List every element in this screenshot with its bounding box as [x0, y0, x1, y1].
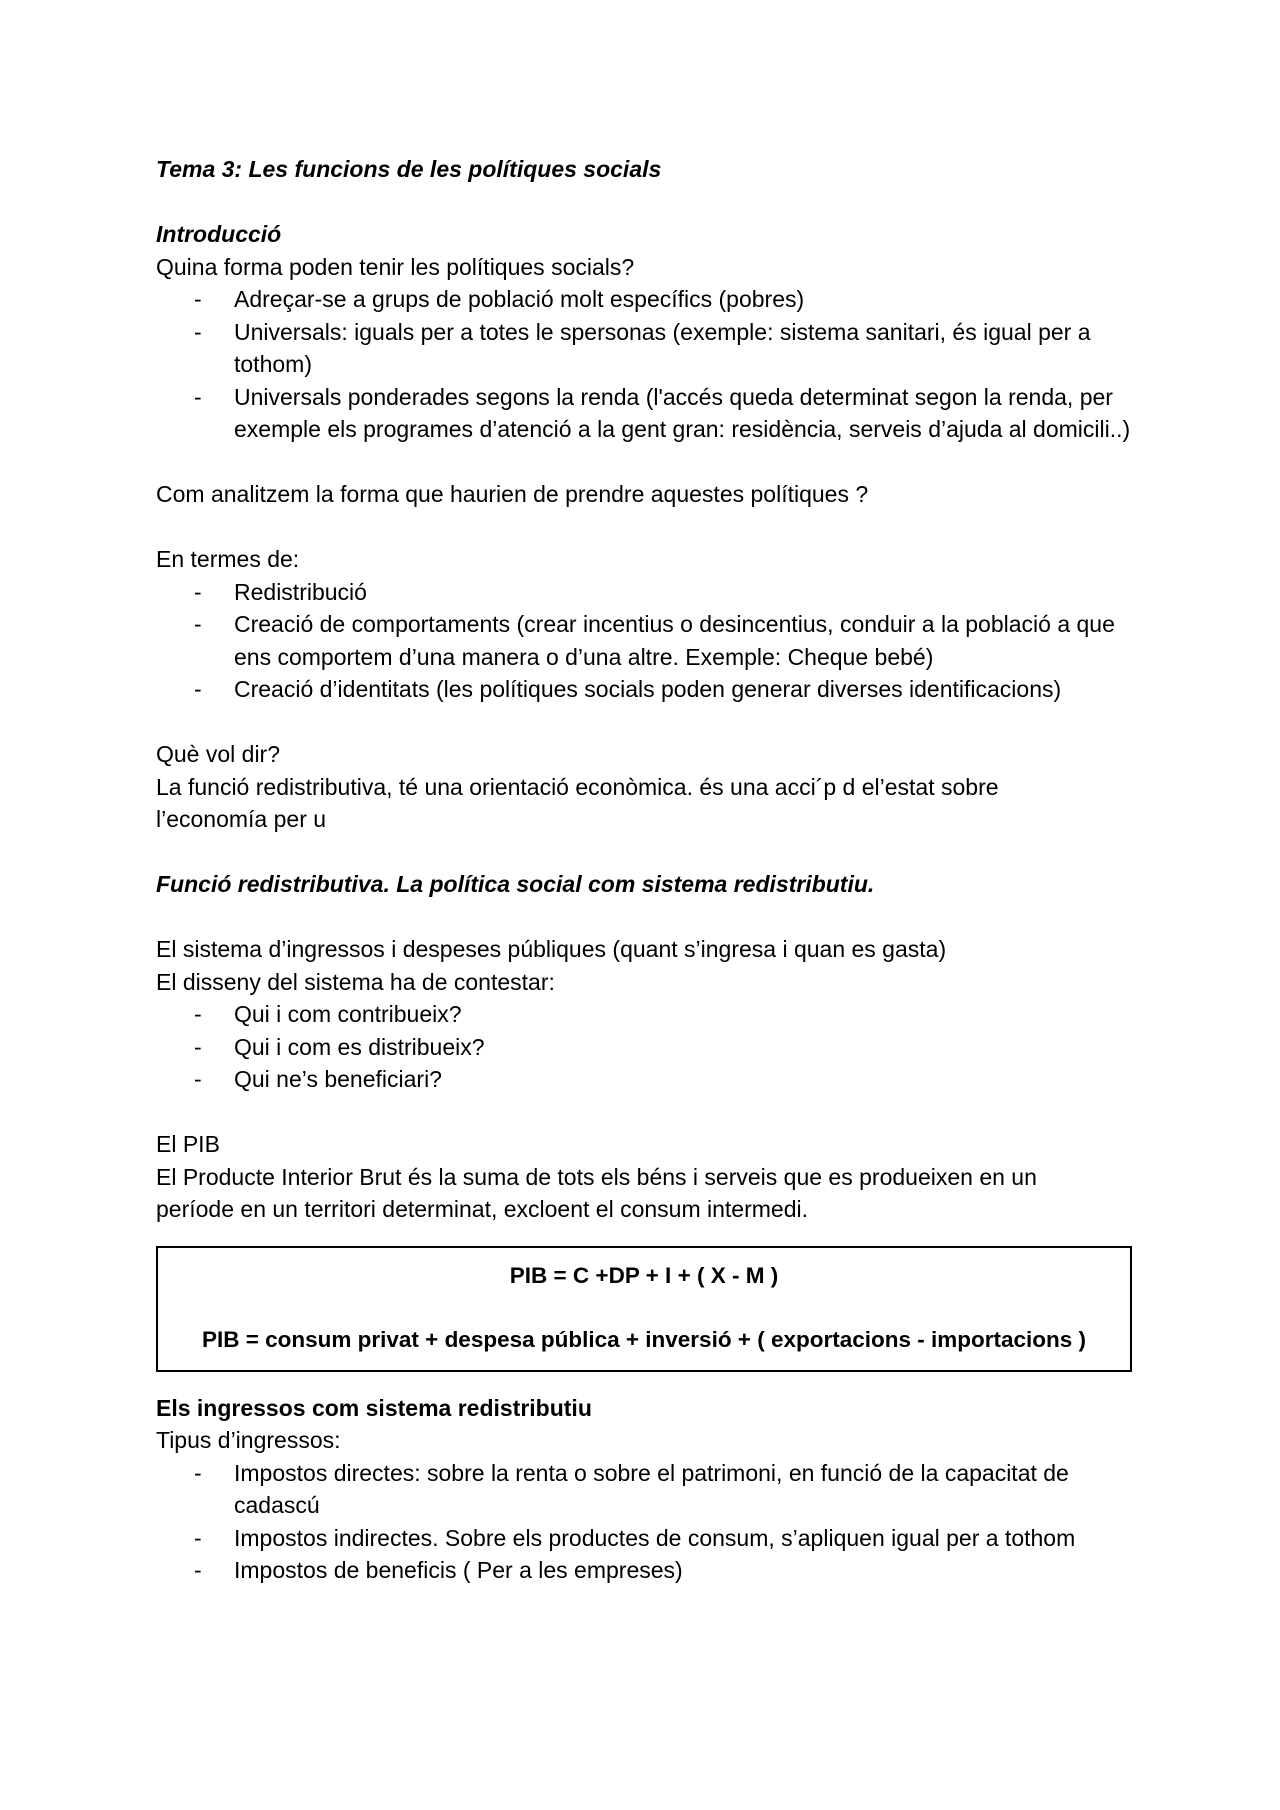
formula-short: PIB = C +DP + I + ( X - M ) [509, 1262, 779, 1288]
list-item [156, 1457, 1136, 1522]
document-page [156, 153, 1136, 1587]
redistributive-line-2: El disseny del sistema ha de contestar: [156, 968, 555, 995]
list-item-text: Adreçar-se a grups de població molt específics (pobres) [234, 286, 805, 312]
list-item [156, 381, 1136, 446]
meaning-question: Què vol dir? [156, 741, 281, 767]
pib-text: El Producte Interior Brut és la suma de tots els béns i serveis que es produeixen en un període en un territori determinat, excloent el consum intermedi. [156, 1163, 1037, 1222]
list-item-text: Universals: iguals per a totes le spersonas (exemple: sistema sanitari, és igual per a tothom) [234, 318, 1091, 377]
list-item [156, 1554, 1136, 1587]
list-item-text: Impostos de beneficis ( Per a les empreses) [234, 1557, 683, 1583]
list-item [156, 283, 1136, 316]
income-heading: Els ingressos com sistema redistributiu [156, 1394, 592, 1421]
redistributive-line-1: El sistema d’ingressos i despeses públiques (quant s’ingresa i quan es gasta) [156, 936, 947, 962]
list-item [156, 673, 1136, 706]
list-item-text: Impostos directes: sobre la renta o sobre el patrimoni, en funció de la capacitat de cadascú [234, 1459, 1069, 1518]
analysis-question: Com analitzem la forma que haurien de prendre aquestes polítiques ? [156, 481, 869, 507]
spacer [156, 706, 1136, 739]
intro-question: Quina forma poden tenir les polítiques socials? [156, 253, 635, 280]
pib-heading: El PIB [156, 1131, 220, 1157]
list-item-text: Qui ne’s beneficiari? [234, 1066, 442, 1092]
dash-bullet: - [194, 286, 202, 312]
spacer [156, 186, 1136, 219]
dash-bullet: - [194, 1524, 202, 1551]
spacer [156, 1096, 1136, 1129]
list-item-text: Universals ponderades segons la renda (l'accés queda determinat segon la renda, per exemple els programes d’atenció a la gent gran: residència, serveis d’ajuda al domicili..) [234, 383, 1131, 442]
list-item [156, 998, 1136, 1031]
list-item [156, 316, 1136, 381]
list-item [156, 608, 1136, 673]
list-item [156, 576, 1136, 609]
redistributive-heading: Funció redistributiva. La política social com sistema redistributiu. [156, 871, 875, 897]
dash-bullet: - [194, 1033, 202, 1060]
document-title: Tema 3: Les funcions de les polítiques socials [156, 156, 662, 182]
dash-bullet: - [194, 383, 202, 410]
dash-bullet: - [194, 318, 202, 345]
spacer [158, 1292, 1130, 1324]
terms-list [156, 576, 1136, 706]
dash-bullet: - [194, 1001, 202, 1027]
list-item [156, 1063, 1136, 1096]
spacer [156, 901, 1136, 934]
spacer [156, 511, 1136, 544]
intro-list [156, 283, 1136, 446]
income-types-list [156, 1457, 1136, 1587]
dash-bullet: - [194, 611, 202, 637]
dash-bullet: - [194, 676, 202, 702]
spacer [156, 836, 1136, 869]
dash-bullet: - [194, 578, 202, 605]
list-item-text: Creació de comportaments (crear incentius o desincentius, conduir a la població a que ens comportem d’una manera o d’una altre. Exemple: Cheque bebé) [234, 611, 1115, 670]
questions-list [156, 998, 1136, 1096]
terms-label: En termes de: [156, 546, 300, 572]
list-item [156, 1522, 1136, 1555]
spacer [156, 446, 1136, 479]
list-item-text: Redistribució [234, 578, 367, 605]
dash-bullet: - [194, 1066, 202, 1092]
intro-heading: Introducció [156, 221, 282, 247]
dash-bullet: - [194, 1459, 202, 1486]
list-item-text: Qui i com es distribueix? [234, 1033, 485, 1060]
income-types-label: Tipus d’ingressos: [156, 1427, 341, 1453]
dash-bullet: - [194, 1557, 202, 1583]
list-item-text: Impostos indirectes. Sobre els productes de consum, s’apliquen igual per a tothom [234, 1524, 1076, 1551]
formula-box [156, 1246, 1132, 1372]
list-item-text: Qui i com contribueix? [234, 1001, 462, 1027]
list-item-text: Creació d’identitats (les polítiques socials poden generar diverses identificacions) [234, 676, 1062, 702]
meaning-text: La funció redistributiva, té una orientació econòmica. és una acci´p d el’estat sobre l’economía per u [156, 773, 999, 832]
formula-long: PIB = consum privat + despesa pública + inversió + ( exportacions - importacions ) [201, 1326, 1086, 1352]
list-item [156, 1031, 1136, 1064]
